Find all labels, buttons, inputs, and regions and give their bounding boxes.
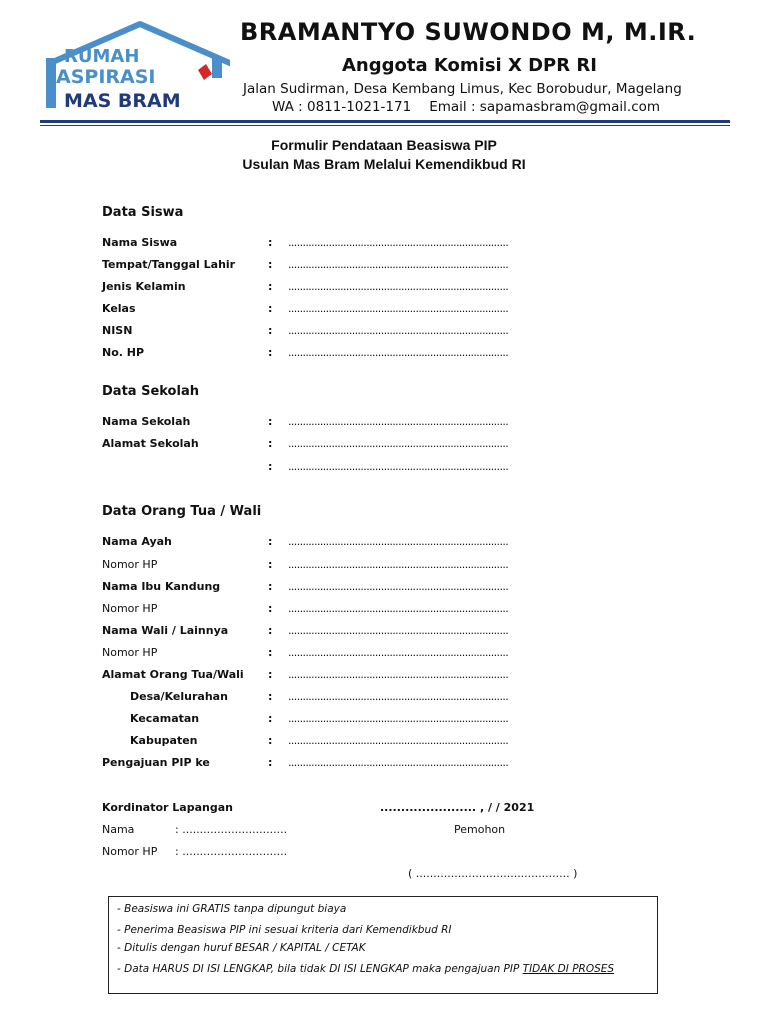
field-colon: :	[268, 646, 273, 659]
field-row[interactable]	[102, 302, 582, 318]
section-data-orang-tua: Data Orang Tua / Wali	[102, 504, 262, 519]
note-text: - Data HARUS DI ISI LENGKAP, bila tidak DI ISI LENGKAP maka pengajuan PIP	[117, 963, 523, 975]
field-row[interactable]	[102, 460, 582, 476]
field-colon: :	[268, 558, 273, 571]
header-divider-thick	[40, 120, 730, 123]
field-colon: :	[268, 280, 273, 293]
header-role: Anggota Komisi X DPR RI	[342, 55, 597, 76]
field-row[interactable]	[102, 558, 582, 574]
section-data-sekolah: Data Sekolah	[102, 384, 199, 399]
header-name: BRAMANTYO SUWONDO M, M.IR.	[240, 18, 697, 46]
field-colon: :	[268, 437, 273, 450]
date-line[interactable]: ....................... , / / 2021	[380, 801, 535, 814]
notes-box	[108, 896, 658, 994]
field-colon: :	[268, 668, 273, 681]
field-fill[interactable]: ............................................................................	[288, 324, 509, 337]
field-row[interactable]	[102, 602, 582, 618]
note-item: - Beasiswa ini GRATIS tanpa dipungut biaya	[117, 903, 347, 915]
field-fill[interactable]: ............................................................................	[288, 535, 509, 548]
field-label: Nomor HP	[102, 646, 158, 659]
field-label: Nomor HP	[102, 558, 158, 571]
field-label: Tempat/Tanggal Lahir	[102, 258, 236, 271]
pemohon-signature-fill[interactable]: ( ............................................ )	[408, 867, 578, 880]
field-label: Alamat Sekolah	[102, 437, 199, 450]
field-fill[interactable]: ............................................................................	[288, 580, 509, 593]
korlap-label: Kordinator Lapangan	[102, 801, 233, 814]
field-fill[interactable]: ............................................................................	[288, 346, 509, 359]
note-item: - Penerima Beasiswa PIP ini sesuai kriteria dari Kemendikbud RI	[117, 924, 452, 936]
korlap-hp-label: Nomor HP	[102, 845, 158, 858]
field-fill[interactable]: ............................................................................	[288, 646, 509, 659]
field-label: Alamat Orang Tua/Wali	[102, 668, 244, 681]
field-fill[interactable]: ............................................................................	[288, 690, 509, 703]
field-label: Kabupaten	[130, 734, 198, 747]
field-label: Pengajuan PIP ke	[102, 756, 210, 769]
section-data-siswa: Data Siswa	[102, 205, 184, 220]
field-row[interactable]	[102, 690, 582, 706]
field-row[interactable]	[102, 734, 582, 750]
field-row[interactable]	[102, 624, 582, 640]
header-divider-thin	[40, 125, 730, 126]
field-label: Nama Sekolah	[102, 415, 191, 428]
field-label: Nama Siswa	[102, 236, 178, 249]
field-fill[interactable]: ............................................................................	[288, 437, 509, 450]
korlap-hp-fill[interactable]: : ..............................	[175, 845, 288, 858]
field-fill[interactable]: ............................................................................	[288, 280, 509, 293]
field-colon: :	[268, 734, 273, 747]
field-label: Nomor HP	[102, 602, 158, 615]
field-row[interactable]	[102, 646, 582, 662]
field-row[interactable]	[102, 258, 582, 274]
field-label: No. HP	[102, 346, 145, 359]
field-colon: :	[268, 236, 273, 249]
field-fill[interactable]: ............................................................................	[288, 460, 509, 473]
note-item	[117, 963, 614, 975]
field-colon: :	[268, 756, 273, 769]
field-label: Jenis Kelamin	[102, 280, 186, 293]
logo-text-3: MAS BRAM	[64, 90, 181, 112]
logo-text-1: RUMAH	[64, 46, 140, 67]
field-fill[interactable]: ............................................................................	[288, 734, 509, 747]
field-row[interactable]	[102, 535, 582, 551]
field-colon: :	[268, 346, 273, 359]
field-label: Nama Wali / Lainnya	[102, 624, 229, 637]
field-colon: :	[268, 690, 273, 703]
field-colon: :	[268, 624, 273, 637]
field-fill[interactable]: ............................................................................	[288, 668, 509, 681]
field-label: Kelas	[102, 302, 136, 315]
field-row[interactable]	[102, 280, 582, 296]
field-colon: :	[268, 258, 273, 271]
field-fill[interactable]: ............................................................................	[288, 558, 509, 571]
field-colon: :	[268, 602, 273, 615]
form-title-line2: Usulan Mas Bram Melalui Kemendikbud RI	[242, 156, 526, 172]
logo-text-2: ASPIRASI	[56, 66, 156, 88]
field-fill[interactable]: ............................................................................	[288, 258, 509, 271]
field-row[interactable]	[102, 236, 582, 252]
field-colon: :	[268, 535, 273, 548]
field-row[interactable]	[102, 415, 582, 431]
field-fill[interactable]: ............................................................................	[288, 624, 509, 637]
field-row[interactable]	[102, 437, 582, 453]
field-colon: :	[268, 324, 273, 337]
field-row[interactable]	[102, 324, 582, 340]
header-phone: WA : 0811-1021-171	[272, 99, 412, 115]
field-colon: :	[268, 460, 273, 473]
field-colon: :	[268, 415, 273, 428]
header-address: Jalan Sudirman, Desa Kembang Limus, Kec Borobudur, Magelang	[243, 81, 682, 97]
note-emphasis: TIDAK DI PROSES	[522, 963, 615, 975]
field-row[interactable]	[102, 580, 582, 596]
note-item: - Ditulis dengan huruf BESAR / KAPITAL / CETAK	[117, 942, 366, 954]
field-label: NISN	[102, 324, 133, 337]
field-fill[interactable]: ............................................................................	[288, 415, 509, 428]
field-fill[interactable]: ............................................................................	[288, 302, 509, 315]
header-contact	[272, 99, 660, 115]
field-fill[interactable]: ............................................................................	[288, 712, 509, 725]
pemohon-label: Pemohon	[454, 823, 506, 836]
field-fill[interactable]: ............................................................................	[288, 602, 509, 615]
field-colon: :	[268, 712, 273, 725]
field-row[interactable]	[102, 756, 582, 772]
field-fill[interactable]: ............................................................................	[288, 756, 509, 769]
field-colon: :	[268, 580, 273, 593]
field-label: Nama Ayah	[102, 535, 172, 548]
field-label: Nama Ibu Kandung	[102, 580, 221, 593]
rumah-aspirasi-logo	[40, 18, 230, 114]
field-row[interactable]	[102, 712, 582, 728]
korlap-nama-label: Nama	[102, 823, 135, 836]
korlap-nama-fill[interactable]: : ..............................	[175, 823, 288, 836]
form-title-line1: Formulir Pendataan Beasiswa PIP	[271, 137, 497, 153]
field-row[interactable]	[102, 668, 582, 684]
field-row[interactable]	[102, 346, 582, 362]
field-label: Kecamatan	[130, 712, 200, 725]
header-email: Email : sapamasbram@gmail.com	[429, 99, 661, 115]
field-fill[interactable]: ............................................................................	[288, 236, 509, 249]
field-label: Desa/Kelurahan	[130, 690, 228, 703]
field-colon: :	[268, 302, 273, 315]
